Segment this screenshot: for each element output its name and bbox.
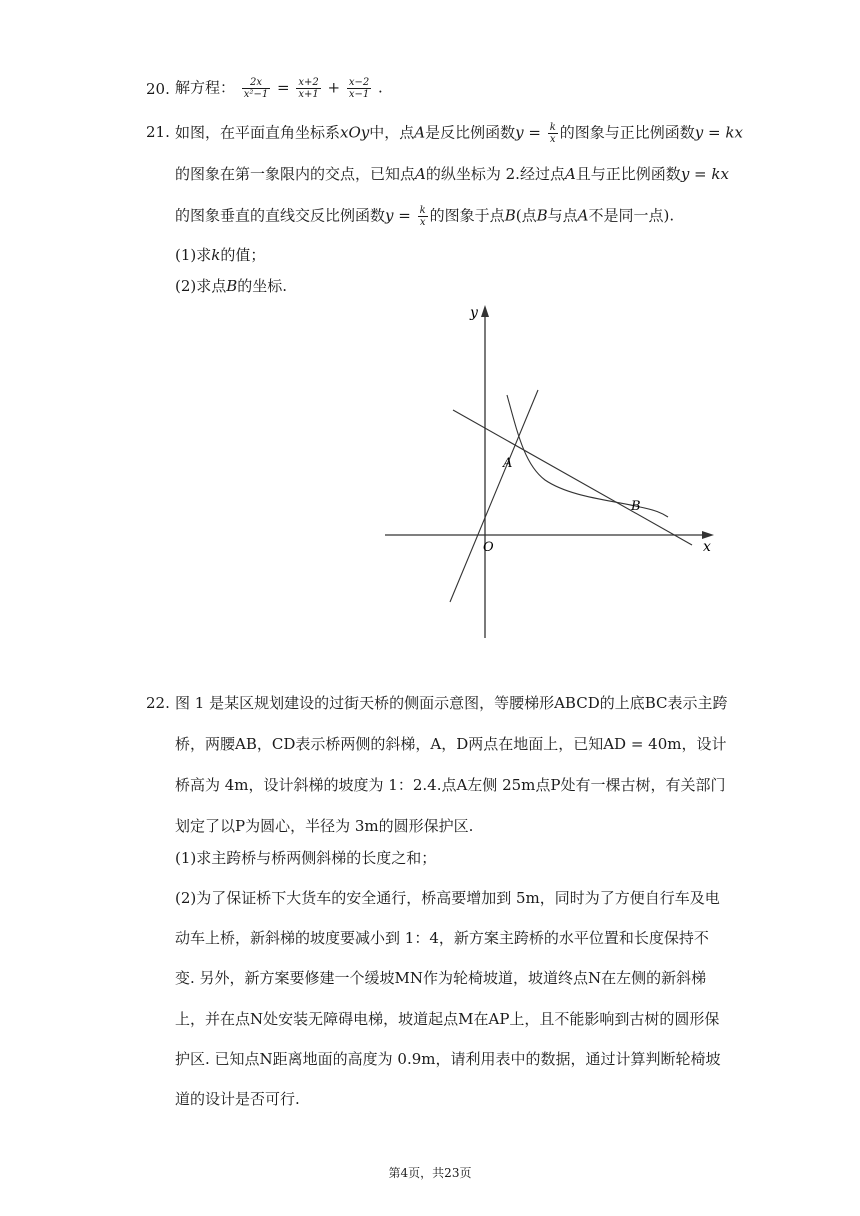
q20-end: . xyxy=(378,78,383,97)
q22-part-2-line-1: (2)为了保证桥下大货车的安全通行，桥高要增加到 5m，同时为了方便自行车及电 xyxy=(175,889,720,907)
q21-part-1 xyxy=(175,245,265,265)
q22-part-2-line-5: 护区. 已知点N距离地面的高度为 0.9m，请利用表中的数据，通过计算判断轮椅坡 xyxy=(175,1050,721,1068)
x-axis-arrow xyxy=(702,531,714,539)
q22-part-2-line-2: 动车上桥，新斜梯的坡度要减小到 1：4，新方案主跨桥的水平位置和长度保持不 xyxy=(175,929,709,947)
q21-line-1 xyxy=(175,122,743,145)
q21-part-2 xyxy=(175,276,287,296)
q21-p1b: k xyxy=(211,246,221,264)
q21-p2a: (2)求点 xyxy=(175,277,227,295)
q21-line-2 xyxy=(175,164,729,184)
q21-l3b: y = xyxy=(385,206,416,225)
q20-lhs-fraction xyxy=(242,77,270,100)
q21-l2f: y = kx xyxy=(680,165,729,183)
q21-l3a: 的图象垂直的直线交反比例函数 xyxy=(175,206,386,225)
page-footer: 第4页，共23页 xyxy=(388,1166,472,1180)
q21-l3c: 的图象于点 xyxy=(429,206,505,225)
q21-number: 21. xyxy=(146,123,170,141)
q20-r1-denominator: x+1 xyxy=(298,89,319,100)
label-y: y xyxy=(470,305,478,321)
q21-frac-num-2: k xyxy=(419,205,426,216)
q21-l1c: 中，点 xyxy=(369,123,415,142)
q22-line-1: 图 1 是某区规划建设的过街天桥的侧面示意图，等腰梯形ABCD的上底BC表示主跨 xyxy=(175,694,728,712)
q21-frac-den-2: x xyxy=(419,217,426,228)
q22-part-2-line-3: 变. 另外，新方案要修建一个缓坡MN作为轮椅坡道，坡道终点N在左侧的新斜梯 xyxy=(175,969,707,987)
coordinate-figure xyxy=(370,295,730,650)
q20-r1-fraction xyxy=(296,77,320,100)
q21-l3g: 与点 xyxy=(547,206,578,225)
y-axis-arrow xyxy=(481,305,489,317)
q21-l1e: 是反比例函数 xyxy=(425,123,516,142)
q20-r1-numerator: x+2 xyxy=(298,77,319,88)
q21-l1b: xOy xyxy=(340,123,370,142)
q21-frac-den-1: x xyxy=(549,134,556,145)
q20-plus: + xyxy=(327,78,341,97)
q21-l1a: 如图，在平面直角坐标系 xyxy=(175,123,341,142)
label-x: x xyxy=(703,539,711,555)
q21-p1c: 的值； xyxy=(220,246,266,264)
perpendicular-line xyxy=(453,410,692,545)
q21-l3i: 不是同一点). xyxy=(588,206,675,225)
proportional-line xyxy=(450,390,538,602)
q20-r2-fraction xyxy=(347,77,371,100)
q21-p2b: B xyxy=(226,277,238,295)
q21-l1d: A xyxy=(414,123,426,142)
q20-number: 20. xyxy=(146,80,170,98)
label-b: B xyxy=(631,499,641,514)
q22-part-2-line-4: 上，并在点N处安装无障碍电梯，坡道起点M在AP上，且不能影响到古树的圆形保 xyxy=(175,1010,720,1028)
q21-l1h: y = kx xyxy=(694,123,743,142)
q20-r2-numerator: x−2 xyxy=(348,77,370,88)
q21-l3e: (点 xyxy=(515,206,537,225)
q21-p2c: 的坐标. xyxy=(237,277,288,295)
q21-l1g: 的图象与正比例函数 xyxy=(559,123,695,142)
q22-number: 22. xyxy=(146,694,170,712)
q21-l1f: y = xyxy=(515,123,546,142)
q21-k-over-x-1 xyxy=(548,122,558,145)
q22-line-4: 划定了以P为圆心，半径为 3m的圆形保护区. xyxy=(175,817,474,835)
q22-part-2-line-6: 道的设计是否可行. xyxy=(175,1090,300,1108)
label-o: O xyxy=(483,540,494,555)
q20-text xyxy=(175,77,383,100)
q21-l2a: 的图象在第一象限内的交点，已知点 xyxy=(175,165,416,183)
q22-line-3: 桥高为 4m，设计斜梯的坡度为 1：2.4.点A左侧 25m点P处有一棵古树，有关部门 xyxy=(175,776,726,794)
q21-l3d: B xyxy=(504,206,516,225)
q21-line-3 xyxy=(175,205,674,228)
q21-l3h: A xyxy=(577,206,589,225)
q22-line-2: 桥，两腰AB，CD表示桥两侧的斜梯，A，D两点在地面上，已知AD = 40m，设计 xyxy=(175,735,727,753)
q20-equals: = xyxy=(276,78,290,97)
q21-l2b: A xyxy=(415,165,426,183)
q21-p1a: (1)求 xyxy=(175,246,212,264)
q20-r2-denominator: x−1 xyxy=(348,89,370,100)
label-a: A xyxy=(503,456,513,471)
q20-prefix: 解方程： xyxy=(175,78,236,97)
q20-lhs-denominator: x²−1 xyxy=(243,89,269,100)
q21-l2c: 的纵坐标为 2.经过点 xyxy=(425,165,565,183)
q22-part-1: (1)求主跨桥与桥两侧斜梯的长度之和； xyxy=(175,849,437,867)
hyperbola-curve xyxy=(507,395,668,517)
q21-frac-num-1: k xyxy=(549,122,556,133)
q21-k-over-x-2 xyxy=(418,205,428,228)
q20-lhs-numerator: 2x xyxy=(242,77,270,89)
q21-l2d: A xyxy=(564,165,576,183)
q21-l3f: B xyxy=(536,206,548,225)
q21-l2e: 且与正比例函数 xyxy=(575,165,681,183)
